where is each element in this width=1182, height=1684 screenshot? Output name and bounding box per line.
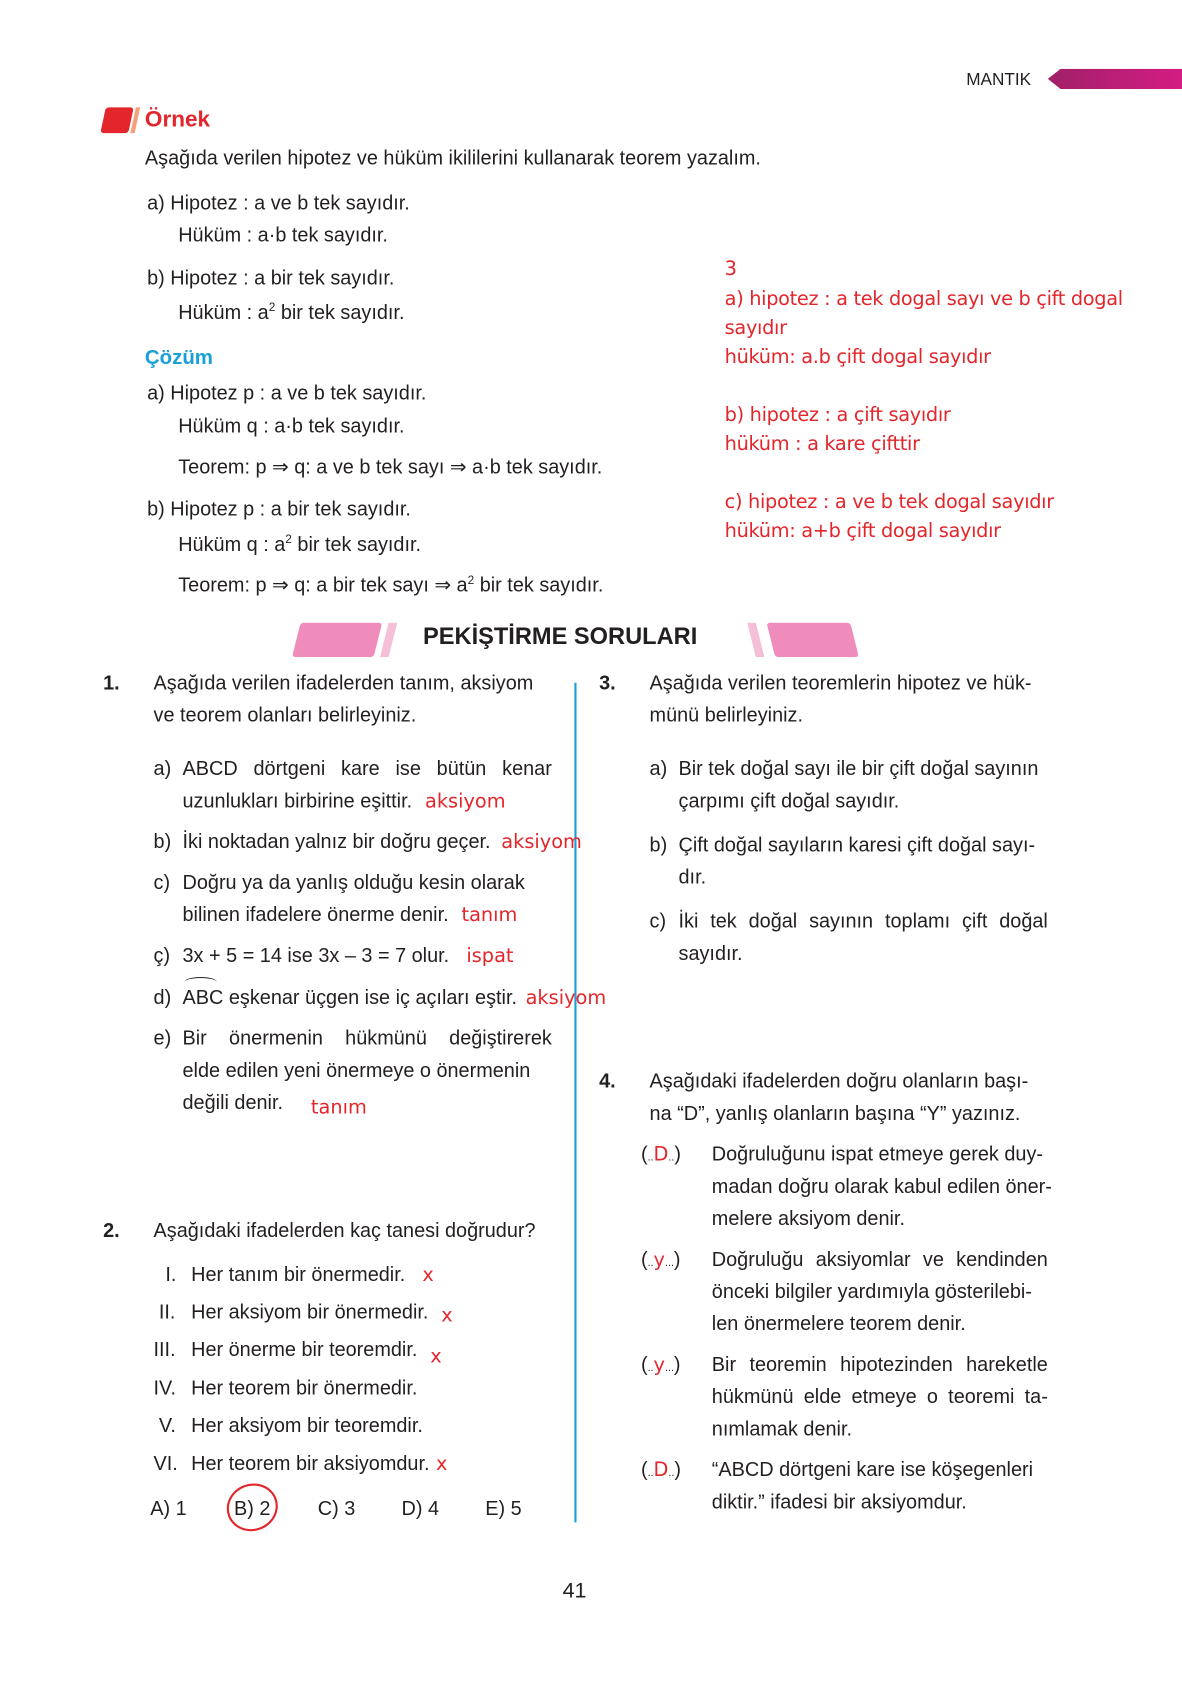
q3-item-a-text: Bir tek doğal sayı ile bir çift doğal sayının	[678, 756, 1039, 780]
question-2-number: 2.	[103, 1218, 120, 1242]
q2-item-mark: x	[430, 1345, 442, 1368]
q4-item-text: diktir.” ifadesi bir aksiyomdur.	[711, 1490, 967, 1513]
example-a-conclusion: Hüküm : a·b tek sayıdır.	[178, 223, 388, 246]
handwritten-note: hüküm: a.b çift dogal sayıdır	[724, 345, 991, 369]
text: bir tek sayıdır.	[275, 300, 405, 324]
q1-item-label: ç)	[153, 943, 171, 967]
q4-item-text: “ABCD dörtgeni kare ise köşegenleri	[711, 1457, 1034, 1481]
q2-item-label: VI.	[153, 1451, 178, 1475]
q2-item-text: Her aksiyom bir önermedir.	[191, 1300, 429, 1323]
q1-item-label: c)	[153, 870, 171, 894]
exponent: 2	[285, 533, 292, 547]
q4-item-2-answer: y	[653, 1248, 665, 1272]
q3-item-c-text: sayıdır.	[678, 941, 743, 965]
q4-item-text: Doğruluğu aksiyomlar ve kendinden	[711, 1247, 1048, 1271]
question-4-text: na “D”, yanlış olanların başına “Y” yazınız.	[649, 1101, 1021, 1125]
q1-item-c2-text: 3x + 5 = 14 ise 3x – 3 = 7 olur.	[182, 943, 450, 967]
column-divider	[574, 683, 576, 1523]
handwritten-note: b) hipotez : a çift sayıdır	[724, 403, 951, 427]
blank-dots: ..	[647, 1151, 654, 1164]
q2-item-text: Her teorem bir aksiyomdur.	[191, 1451, 430, 1475]
q2-item-text: Her önerme bir teoremdir.	[191, 1337, 418, 1361]
q1-item-a-last-line	[183, 789, 506, 813]
q2-item-mark: x	[435, 1452, 448, 1476]
q4-item-text: önceki bilgiler yardımıyla gösterilebi-	[711, 1279, 1032, 1303]
q2-item-label: III.	[153, 1337, 176, 1361]
q3-item-a-text: çarpımı çift doğal sayıdır.	[678, 789, 900, 812]
example-b-conclusion	[178, 301, 404, 325]
q3-item-c-text: İki tek doğal sayının toplamı çift doğal	[678, 909, 1048, 932]
title-decoration-left	[292, 623, 382, 657]
q4-item-text: Bir teoremin hipotezinden hareketle	[711, 1352, 1048, 1376]
q1-item-d-text: ABC eşkenar üçgen ise iç açıları eştir.	[182, 985, 518, 1009]
exponent: 2	[268, 301, 276, 315]
selected-answer-circle	[220, 1476, 285, 1538]
q4-item-3-answer: y	[653, 1353, 665, 1377]
blank-dots: ..	[647, 1257, 654, 1269]
q3-item-b-text: dır.	[678, 865, 707, 888]
q4-item-text: len önermelere teorem denir.	[711, 1311, 966, 1335]
text: bir tek sayıdır.	[291, 532, 422, 556]
q2-item	[191, 1300, 453, 1327]
q4-item-text: hükmünü elde etmeye o teoremi ta-	[711, 1384, 1048, 1408]
q1-item-c-text: bilinen ifadelere önerme denir.	[182, 902, 449, 926]
solution-b-theorem	[178, 573, 603, 597]
q2-item-label: II.	[158, 1300, 176, 1323]
q2-item-label: V.	[158, 1413, 176, 1437]
q4-item-text: nımlamak denir.	[711, 1417, 853, 1440]
q2-item-text: Her tanım bir önermedir.	[191, 1262, 406, 1286]
q3-item-label: b)	[649, 833, 668, 856]
question-4-text: Aşağıdaki ifadelerden doğru olanların başı-	[649, 1069, 1029, 1092]
q1-item-a-text: uzunlukları birbirine eşittir.	[182, 789, 413, 812]
blank-dots: ..	[668, 1467, 675, 1480]
question-1-text: Aşağıda verilen ifadelerden tanım, aksiyom	[153, 671, 534, 694]
text: Teorem: p ⇒ q: a bir tek sayı ⇒ a	[178, 573, 468, 596]
text: bir tek sayıdır.	[474, 573, 604, 596]
q2-item	[191, 1263, 434, 1287]
example-a-hypothesis: a) Hipotez : a ve b tek sayıdır.	[147, 191, 410, 214]
question-3-text: münü belirleyiniz.	[649, 703, 803, 726]
title-decoration-right	[767, 623, 859, 657]
blank-dots: ...	[664, 1257, 674, 1269]
q1-item-b-answer: aksiyom	[501, 830, 582, 854]
q4-item-text: madan doğru olarak kabul edilen öner-	[711, 1174, 1052, 1198]
option-b[interactable]: B) 2	[234, 1496, 271, 1520]
q2-item-label: IV.	[153, 1376, 176, 1399]
q4-item-1-answer: D	[653, 1143, 669, 1166]
solution-b-conclusion	[178, 533, 421, 557]
option-e[interactable]: E) 5	[485, 1496, 522, 1520]
question-2-text: Aşağıdaki ifadelerden kaç tanesi doğrudur?	[153, 1218, 536, 1242]
q4-answer-blank[interactable]: (..y...)	[640, 1247, 681, 1272]
exponent: 2	[467, 574, 475, 588]
q2-item-mark: x	[422, 1263, 434, 1287]
solution-a-theorem: Teorem: p ⇒ q: a ve b tek sayı ⇒ a·b tek sayıdır.	[178, 455, 603, 478]
q3-item-b-text: Çift doğal sayıların karesi çift doğal sayı-	[678, 833, 1036, 856]
q1-item-e-text: elde edilen yeni önermeye o önermenin	[182, 1058, 531, 1082]
q4-item-text: melere aksiyom denir.	[711, 1206, 905, 1230]
q1-item-c2-line	[183, 944, 514, 968]
example-b-hypothesis: b) Hipotez : a bir tek sayıdır.	[147, 266, 395, 289]
blank-dots: ..	[647, 1467, 654, 1480]
q4-answer-blank[interactable]: (..D..)	[640, 1457, 682, 1482]
q1-item-c-last-line	[183, 903, 518, 927]
q2-item	[191, 1452, 447, 1476]
q1-item-c-text: Doğru ya da yanlış olduğu kesin olarak	[182, 870, 525, 894]
text: Hüküm q : a	[178, 532, 286, 556]
example-intro: Aşağıda verilen hipotez ve hüküm ikililerini kullanarak teorem yazalım.	[144, 146, 761, 169]
option-a[interactable]: A) 1	[150, 1496, 187, 1520]
q2-item-mark: x	[441, 1304, 453, 1327]
page-number: 41	[562, 1579, 587, 1603]
question-1-text: ve teorem olanları belirleyiniz.	[153, 703, 417, 726]
option-c[interactable]: C) 3	[317, 1496, 356, 1520]
header-tab-decoration	[1048, 69, 1182, 89]
q1-item-a-text: ABCD dörtgeni kare ise bütün kenar	[182, 756, 552, 780]
q1-item-e-last-line	[182, 1090, 367, 1119]
q4-answer-blank[interactable]: (..D..)	[640, 1142, 682, 1166]
q1-item-label: d)	[153, 985, 172, 1009]
handwritten-note: 3	[724, 257, 737, 281]
q2-item	[191, 1337, 442, 1368]
q1-item-a-answer: aksiyom	[425, 790, 506, 813]
title-decoration-left-stripe	[380, 623, 397, 657]
q3-item-label: c)	[649, 909, 667, 932]
example-icon	[100, 107, 133, 133]
q4-item-text: Doğruluğunu ispat etmeye gerek duy-	[711, 1142, 1044, 1165]
text: Hüküm : a	[178, 300, 269, 324]
handwritten-note: hüküm : a kare çifttir	[724, 432, 920, 456]
q2-item-text: Her teorem bir önermedir.	[191, 1376, 418, 1399]
q1-item-e-text: Bir önermenin hükmünü değiştirerek	[182, 1026, 552, 1049]
handwritten-note: c) hipotez : a ve b tek dogal sayıdır	[724, 490, 1054, 514]
q1-item-e-text: değili denir.	[182, 1090, 283, 1114]
q1-item-label: e)	[153, 1026, 172, 1049]
q1-item-b-line	[183, 830, 582, 854]
solution-b-hypothesis: b) Hipotez p : a bir tek sayıdır.	[147, 497, 411, 520]
solution-a-conclusion: Hüküm q : a·b tek sayıdır.	[178, 414, 405, 437]
q1-item-c-answer: tanım	[461, 903, 518, 927]
q1-item-d-line	[183, 986, 607, 1010]
handwritten-note: a) hipotez : a tek dogal sayı ve b çift dogal	[724, 287, 1123, 311]
section-title: PEKİŞTİRME SORULARI	[422, 622, 698, 650]
q4-item-4-answer: D	[653, 1459, 669, 1482]
q1-item-b-text: İki noktadan yalnız bir doğru geçer.	[182, 829, 491, 853]
q2-item-label: I.	[165, 1262, 177, 1286]
question-3-text: Aşağıda verilen teoremlerin hipotez ve hük-	[649, 671, 1032, 694]
q2-item-text: Her aksiyom bir teoremdir.	[191, 1413, 423, 1437]
question-1-number: 1.	[103, 671, 120, 694]
blank-dots: ...	[664, 1362, 674, 1375]
q1-item-d-answer: aksiyom	[525, 986, 607, 1010]
handwritten-note: sayıdır	[724, 316, 787, 340]
question-3-number: 3.	[599, 671, 616, 694]
blank-dots: ..	[668, 1151, 675, 1164]
example-title: Örnek	[144, 107, 211, 133]
q1-item-c2-answer: ispat	[466, 944, 514, 968]
solution-a-hypothesis: a) Hipotez p : a ve b tek sayıdır.	[147, 381, 427, 404]
title-decoration-right-stripe	[747, 623, 764, 657]
q4-answer-blank[interactable]: (..y...)	[640, 1352, 681, 1377]
blank-dots: ..	[647, 1362, 654, 1375]
handwritten-note: hüküm: a+b çift dogal sayıdır	[724, 519, 1001, 543]
option-d[interactable]: D) 4	[401, 1496, 440, 1520]
q1-item-label: b)	[153, 829, 172, 853]
solution-title: Çözüm	[144, 346, 213, 370]
q1-item-label: a)	[153, 756, 172, 780]
q1-item-e-answer: tanım	[310, 1096, 367, 1119]
question-4-number: 4.	[599, 1069, 616, 1092]
section-header: MANTIK	[966, 70, 1032, 90]
q3-item-label: a)	[649, 756, 668, 780]
